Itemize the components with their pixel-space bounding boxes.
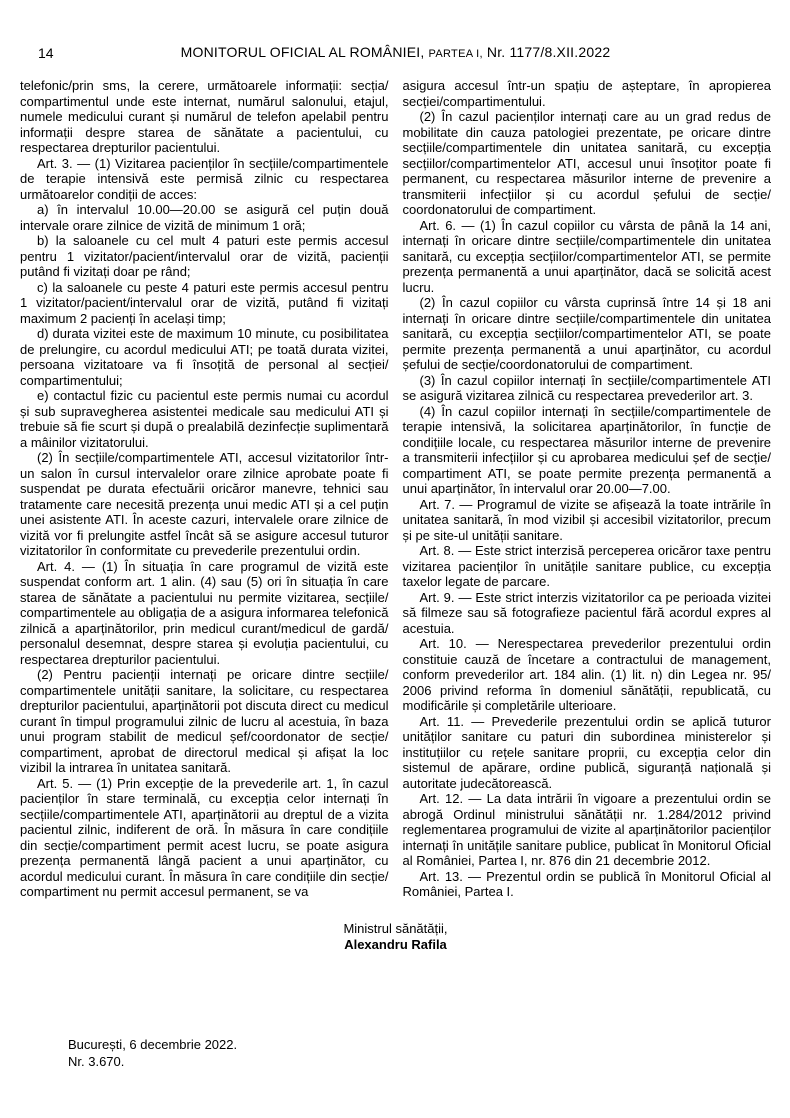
- paragraph: Art. 7. — Programul de vizite se afișează la toate intrările în unitatea sanitară, în mod vizibil și accesibil vizitatorilor, precum și pe site-ul unității sanitare.: [402, 496, 771, 543]
- paragraph: b) la saloanele cu cel mult 4 paturi este permis accesul pentru 1 vizitator/​pacient/​intervalul orar de vizită, pacienții putând fi vizitați doar pe rând;: [20, 233, 389, 279]
- paragraph: (2) În cazul copiilor cu vârsta cuprinsă între 14 și 18 ani internați în oricare dintre secțiile/​compartimentele din unitatea sanitară, cu excepția secțiilor/​compartimentelor ATI, se poate permite prezența permanentă a unui aparținător, cu acordul șefului de secție/​coordonatorului de compartiment.: [402, 295, 771, 372]
- issue-place-date: București, 6 decembrie 2022.: [68, 1036, 238, 1052]
- paragraph: (4) În cazul copiilor internați în secțiile/​compartimentele de terapie intensivă, la solicitarea aparținătorilor, în funcție de condițiile locale, cu respectarea măsurilor interne de prevenire a transmiterii infecțiilor și cu aprobarea medicului șef de secție/​compartiment ATI, se poate permite prezența permanentă a unui aparținător, în intervalul orar 20.00—7.00.: [402, 403, 771, 496]
- paragraph: Art. 4. — (1) În situația în care programul de vizită este suspendat conform art. 1 alin. (4) sau (5) ori în situația în care starea de sănătate a pacientului nu permite vizitarea, secțiile/​compartimentele au obligația de a asigura informarea telefonică zilnică a aparținătorilor, prin medicul curant/​medicul de gardă/​personalul desemnat, despre starea și evoluția pacientului, cu respectarea drepturilor pacientului.: [20, 558, 389, 667]
- journal-title-part: PARTEA I,: [428, 48, 483, 60]
- paragraph: d) durata vizitei este de maximum 10 minute, cu posibilitatea de prelungire, cu acordul medicului ATI; pe toată durata vizitei, persoana vizitatoare va fi însoțită de personal al secției/​compartimentului;: [20, 326, 389, 388]
- paragraph: c) la saloanele cu peste 4 paturi este permis accesul pentru 1 vizitator/​pacient/​intervalul orar de vizită, putând fi vizitați maximum 2 pacienți în același timp;: [20, 279, 389, 326]
- left-column: [20, 78, 389, 900]
- paragraph: Art. 8. — Este strict interzisă perceperea oricăror taxe pentru vizitarea pacienților în unitățile sanitare publice, cu excepția taxelor legate de parcare.: [402, 543, 771, 589]
- footer-block: [68, 1036, 771, 1070]
- right-column: [403, 78, 772, 900]
- paragraph: Art. 13. — Prezentul ordin se publică în Monitorul Oficial al României, Partea I.: [402, 868, 771, 899]
- paragraph: Art. 5. — (1) Prin excepție de la prevederile art. 1, în cazul pacienților în stare terminală, cu excepția celor internați în secțiile/​compartimentele ATI, aparținătorii au dreptul de a vizita pacientul zilnic, indiferent de oră. În măsura în care condițiile din secție/​compartiment permit acest lucru, se poate asigura prezența permanentă lângă pacient a unui aparținător, cu acordul medicului curant. În măsura în care condițiile din secție/​compartiment nu permit accesul permanent, se va: [20, 775, 389, 899]
- order-number: Nr. 3.670.: [68, 1053, 125, 1069]
- journal-title-main: MONITORUL OFICIAL AL ROMÂNIEI,: [180, 44, 425, 60]
- paragraph: Art. 10. — Nerespectarea prevederilor prezentului ordin constituie cauză de încetare a contractului de management, conform prevederilor art. 184 alin. (1) lit. n) din Legea nr. 95/​2006 privind reforma în domeniul sănătății, republicată, cu modificările și completările ulterioare.: [402, 636, 771, 713]
- minister-role: Ministrul sănătății,: [343, 920, 448, 936]
- signature-block: [20, 921, 771, 954]
- document-body: [20, 78, 771, 900]
- journal-issue-number: Nr. 1177/8.XII.2022: [486, 44, 611, 60]
- paragraph: (2) În cazul pacienților internați care au un grad redus de mobilitate din cauza patologiei prezentate, pe oricare dintre secțiile/​compartimentele din unitatea sanitară, cu excepția secțiilor/​compartimentelor ATI, accesul unui însoțitor poate fi permanent, cu respectarea măsurilor interne de prevenire a transmiterii infecțiilor și cu acordul șefului de secție/​coordonatorului de compartiment.: [402, 109, 771, 217]
- paragraph: asigura accesul într-un spațiu de așteptare, în apropierea secției/​compartimentului.: [402, 78, 771, 109]
- paragraph: Art. 12. — La data intrării în vigoare a prezentului ordin se abrogă Ordinul ministrului sănătății nr. 1.284/​2012 privind reglementarea programului de vizite al aparținătorilor pacienților internați în unitățile sanitare publice, publicat în Monitorul Oficial al României, Partea I, nr. 876 din 21 decembrie 2012.: [402, 791, 771, 868]
- paragraph: Art. 6. — (1) În cazul copiilor cu vârsta de până la 14 ani, internați în oricare dintre secțiile/​compartimentele din unitatea sanitară, cu excepția secțiilor/​compartimentelor ATI, se permite prezența permanentă a unui aparținător, dacă se solicită acest lucru.: [402, 217, 771, 295]
- journal-title: [20, 44, 771, 60]
- paragraph: (3) În cazul copiilor internați în secțiile/​compartimentele ATI se asigură vizitarea zilnică cu respectarea prevederilor art. 3.: [402, 372, 771, 403]
- paragraph: e) contactul fizic cu pacientul este permis numai cu acordul și sub supravegherea asistentei medicale sau medicului ATI și trebuie să fie scurt și după o prealabilă dezinfecție suplimentară a mâinilor vizitatorului.: [20, 388, 389, 450]
- page-header: [20, 44, 771, 78]
- paragraph: telefonic/​prin sms, la cerere, următoarele informații: secția/​compartimentul unde este internat, numărul salonului, etajul, numele medicului curant și numărul de telefon apelabil pentru informații despre starea de sănătate a pacientului, cu respectarea drepturilor pacientului.: [20, 78, 389, 155]
- paragraph: (2) În secțiile/​compartimentele ATI, accesul vizitatorilor într-un salon în cursul intervalelor orare zilnice aprobate poate fi suspendat pe durata efectuării oricăror manevre, tehnici sau tratamente care necesită prezența unui medic ATI și a cel puțin unei asistente ATI. În aceste cazuri, intervalele orare zilnice de vizită vor fi prelungite astfel încât să se asigure accesul tuturor vizitatorilor în conformitate cu prevederile prezentului ordin.: [20, 450, 389, 558]
- paragraph: Art. 9. — Este strict interzis vizitatorilor ca pe perioada vizitei să filmeze sau să fotografieze pacientul fără acordul expres al acestuia.: [402, 589, 771, 636]
- paragraph: Art. 3. — (1) Vizitarea pacienților în secțiile/​compartimentele de terapie intensivă este permisă zilnic cu respectarea următoarelor condiții de acces:: [20, 155, 389, 202]
- paragraph: (2) Pentru pacienții internați pe oricare dintre secțiile/​compartimentele unității sanitare, la solicitare, cu respectarea drepturilor pacientului, aparținătorii pot discuta direct cu medicul curant în timpul programului zilnic de lucru al acestuia, în baza unui program stabilit de medicul șef/​coordonator de secție/​compartiment, aprobat de directorul medical și afișat la loc vizibil la intrarea în unitatea sanitară.: [20, 667, 389, 775]
- paragraph: Art. 11. — Prevederile prezentului ordin se aplică tuturor unităților sanitare cu paturi din subordinea ministerelor și instituțiilor cu rețele sanitare proprii, cu excepția celor din sistemul de apărare, ordine publică, siguranță națională și autoritate judecătorească.: [402, 713, 771, 791]
- minister-name: Alexandru Rafila: [344, 937, 447, 952]
- page-number: 14: [38, 45, 54, 61]
- paragraph: a) în intervalul 10.00—20.00 se asigură cel puțin două intervale orare zilnice de vizită de minimum 1 oră;: [20, 202, 389, 233]
